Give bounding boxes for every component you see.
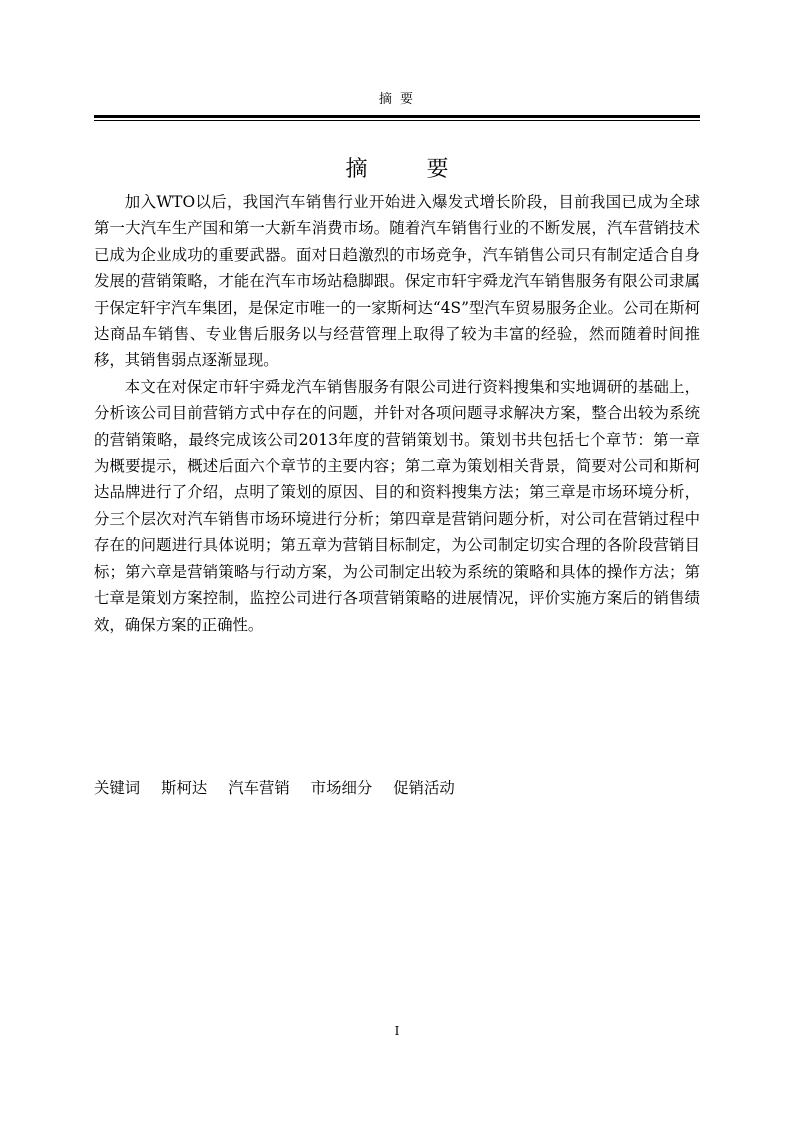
keywords-line: [94, 775, 700, 801]
page-number: I: [394, 1024, 400, 1038]
keywords-label: 关键词: [94, 779, 141, 797]
keyword-item: 斯柯达: [161, 779, 208, 797]
abstract-paragraph-2: 本文在对保定市轩宇舜龙汽车销售服务有限公司进行资料搜集和实地调研的基础上，分析该公司目前营销方式中存在的问题，并针对各项问题寻求解决方案，整合出较为系统的营销策略，最终完成该公司2013年度的营销策划书。策划书共包括七个章节：第一章为概要提示，概述后面六个章节的主要内容；第二章为策划相关背景，简要对公司和斯柯达品牌进行了介绍，点明了策划的原因、目的和资料搜集方法；第三章是市场环境分析，分三个层次对汽车销售市场环境进行分析；第四章是营销问题分析，对公司在营销过程中存在的问题进行具体说明；第五章为营销目标制定，为公司制定切实合理的各阶段营销目标；第六章是营销策略与行动方案，为公司制定出较为系统的策略和具体的操作方法；第七章是策划方案控制，监控公司进行各项营销策略的进展情况，评价实施方案后的销售绩效，确保方案的正确性。: [94, 377, 700, 634]
keyword-item: 市场细分: [310, 779, 373, 797]
page-title: 摘 要: [345, 157, 475, 182]
abstract-paragraph-1: 加入WTO以后，我国汽车销售行业开始进入爆发式增长阶段，目前我国已成为全球第一大汽车生产国和第一大新车消费市场。随着汽车销售行业的不断发展，汽车营销技术已成为企业成功的重要武器。面对日趋激烈的市场竞争，汽车销售公司只有制定适合自身发展的营销策略，才能在汽车市场站稳脚跟。保定市轩宇舜龙汽车销售服务有限公司隶属于保定轩宇汽车集团，是保定市唯一的一家斯柯达“4S”型汽车贸易服务企业。公司在斯柯达商品车销售、专业售后服务以与经营管理上取得了较为丰富的经验，然而随着时间推移，其销售弱点逐渐显现。: [94, 193, 700, 370]
keyword-item: 汽车营销: [228, 779, 290, 797]
abstract-body: [94, 189, 700, 638]
header-rule-thin: [94, 120, 700, 121]
keyword-item: 促销活动: [393, 779, 455, 797]
header-rule-thick: [94, 115, 700, 118]
running-header: 摘 要: [378, 92, 416, 107]
